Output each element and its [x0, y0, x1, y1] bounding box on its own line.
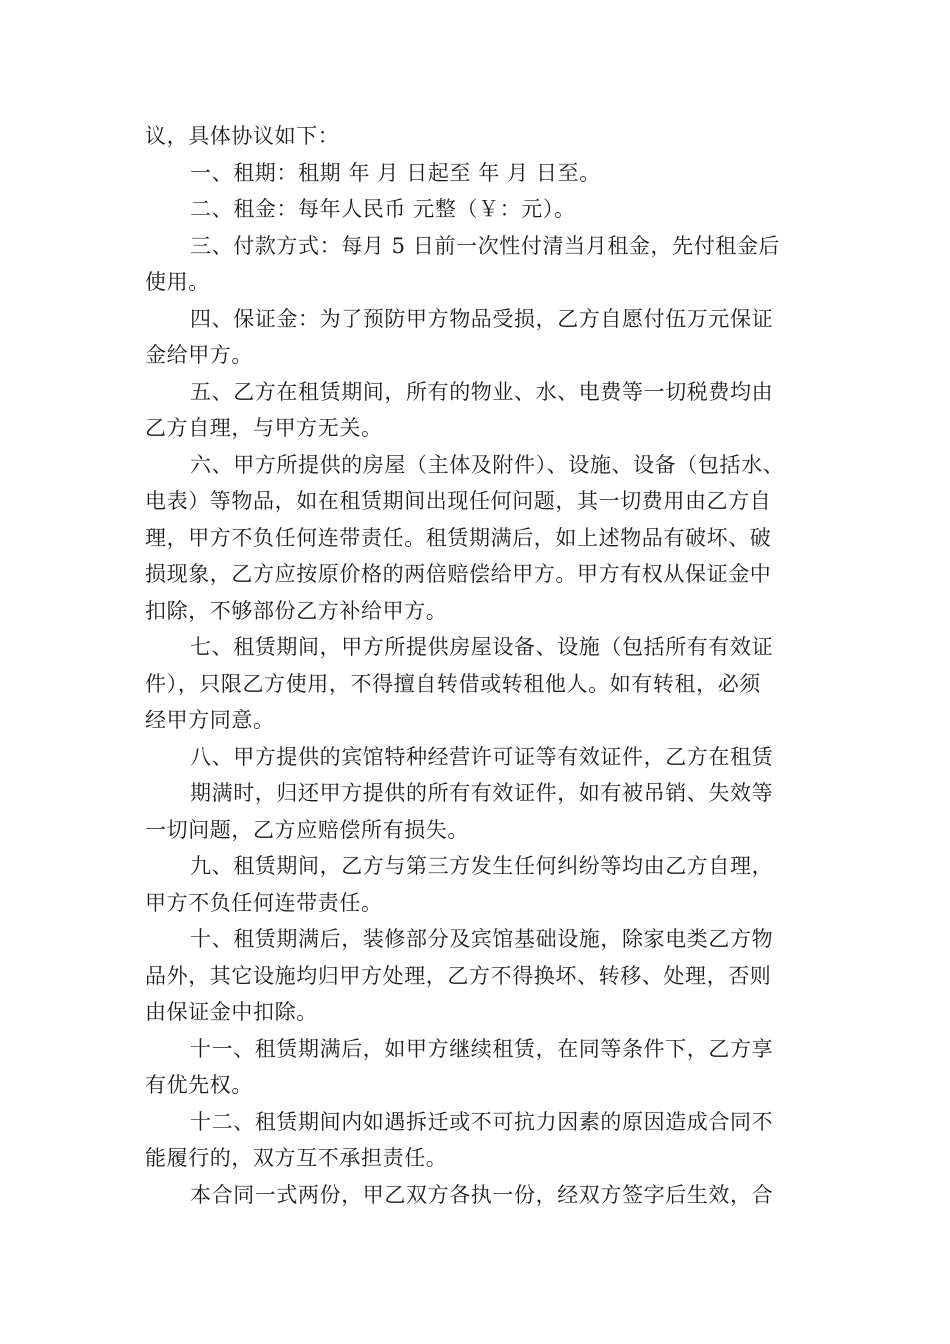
text-line: 十、租赁期满后，装修部分及宾馆基础设施，除家电类乙方物	[190, 927, 774, 951]
text-line: 损现象，乙方应按原价格的两倍赔偿给甲方。甲方有权从保证金中	[145, 562, 772, 586]
text-line: 甲方不负任何连带责任。	[145, 890, 383, 915]
text-line: 十一、租赁期满后，如甲方继续租赁，在同等条件下，乙方享	[190, 1036, 774, 1061]
text-line: 理，甲方不负任何连带责任。租赁期满后，如上述物品有破坏、破	[145, 525, 772, 550]
text-line: 由保证金中扣除。	[145, 1000, 318, 1024]
text-line: 八、甲方提供的宾馆特种经营许可证等有效证件，乙方在租赁	[190, 744, 774, 769]
document-body	[145, 118, 815, 1213]
text-line: 二、租金：每年人民币 元整（￥：元）。	[190, 197, 576, 221]
text-line: 九、租赁期间，乙方与第三方发生任何纠纷等均由乙方自理，	[190, 854, 774, 878]
text-line: 六、甲方所提供的房屋（主体及附件）、设施、设备（包括水、	[190, 452, 785, 477]
text-line: 三、付款方式：每月 5 日前一次性付清当月租金，先付租金后	[190, 233, 781, 258]
text-line: 经甲方同意。	[145, 708, 275, 732]
text-line: 四、保证金：为了预防甲方物品受损，乙方自愿付伍万元保证	[190, 306, 774, 331]
text-line: 议，具体协议如下：	[145, 124, 340, 148]
text-line: 扣除，不够部份乙方补给甲方。	[145, 598, 448, 623]
text-line: 本合同一式两份，甲乙双方各执一份，经双方签字后生效，合	[190, 1182, 774, 1207]
text-line: 电表）等物品，如在租赁期间出现任何问题，其一切费用由乙方自	[145, 489, 772, 513]
text-line: 一、租期：租期 年 月 日起至 年 月 日至。	[190, 160, 601, 185]
text-line: 件），只限乙方使用，不得擅自转借或转租他人。如有转租，必须	[145, 671, 761, 696]
text-line: 品外，其它设施均归甲方处理，乙方不得换坏、转移、处理，否则	[145, 963, 772, 988]
text-line: 五、乙方在租赁期间，所有的物业、水、电费等一切税费均由	[190, 379, 774, 404]
text-line: 七、租赁期间，甲方所提供房屋设备、设施（包括所有有效证	[190, 635, 774, 659]
text-line: 一切问题，乙方应赔偿所有损失。	[145, 817, 469, 842]
text-line: 期满时，归还甲方提供的所有有效证件，如有被吊销、失效等	[190, 781, 774, 805]
text-line: 乙方自理，与甲方无关。	[145, 416, 383, 440]
text-line: 有优先权。	[145, 1073, 253, 1097]
text-line: 十二、租赁期间内如遇拆迁或不可抗力因素的原因造成合同不	[190, 1109, 774, 1134]
text-line: 能履行的，双方互不承担责任。	[145, 1146, 448, 1170]
text-line: 使用。	[145, 270, 210, 294]
text-line: 金给甲方。	[145, 343, 253, 367]
